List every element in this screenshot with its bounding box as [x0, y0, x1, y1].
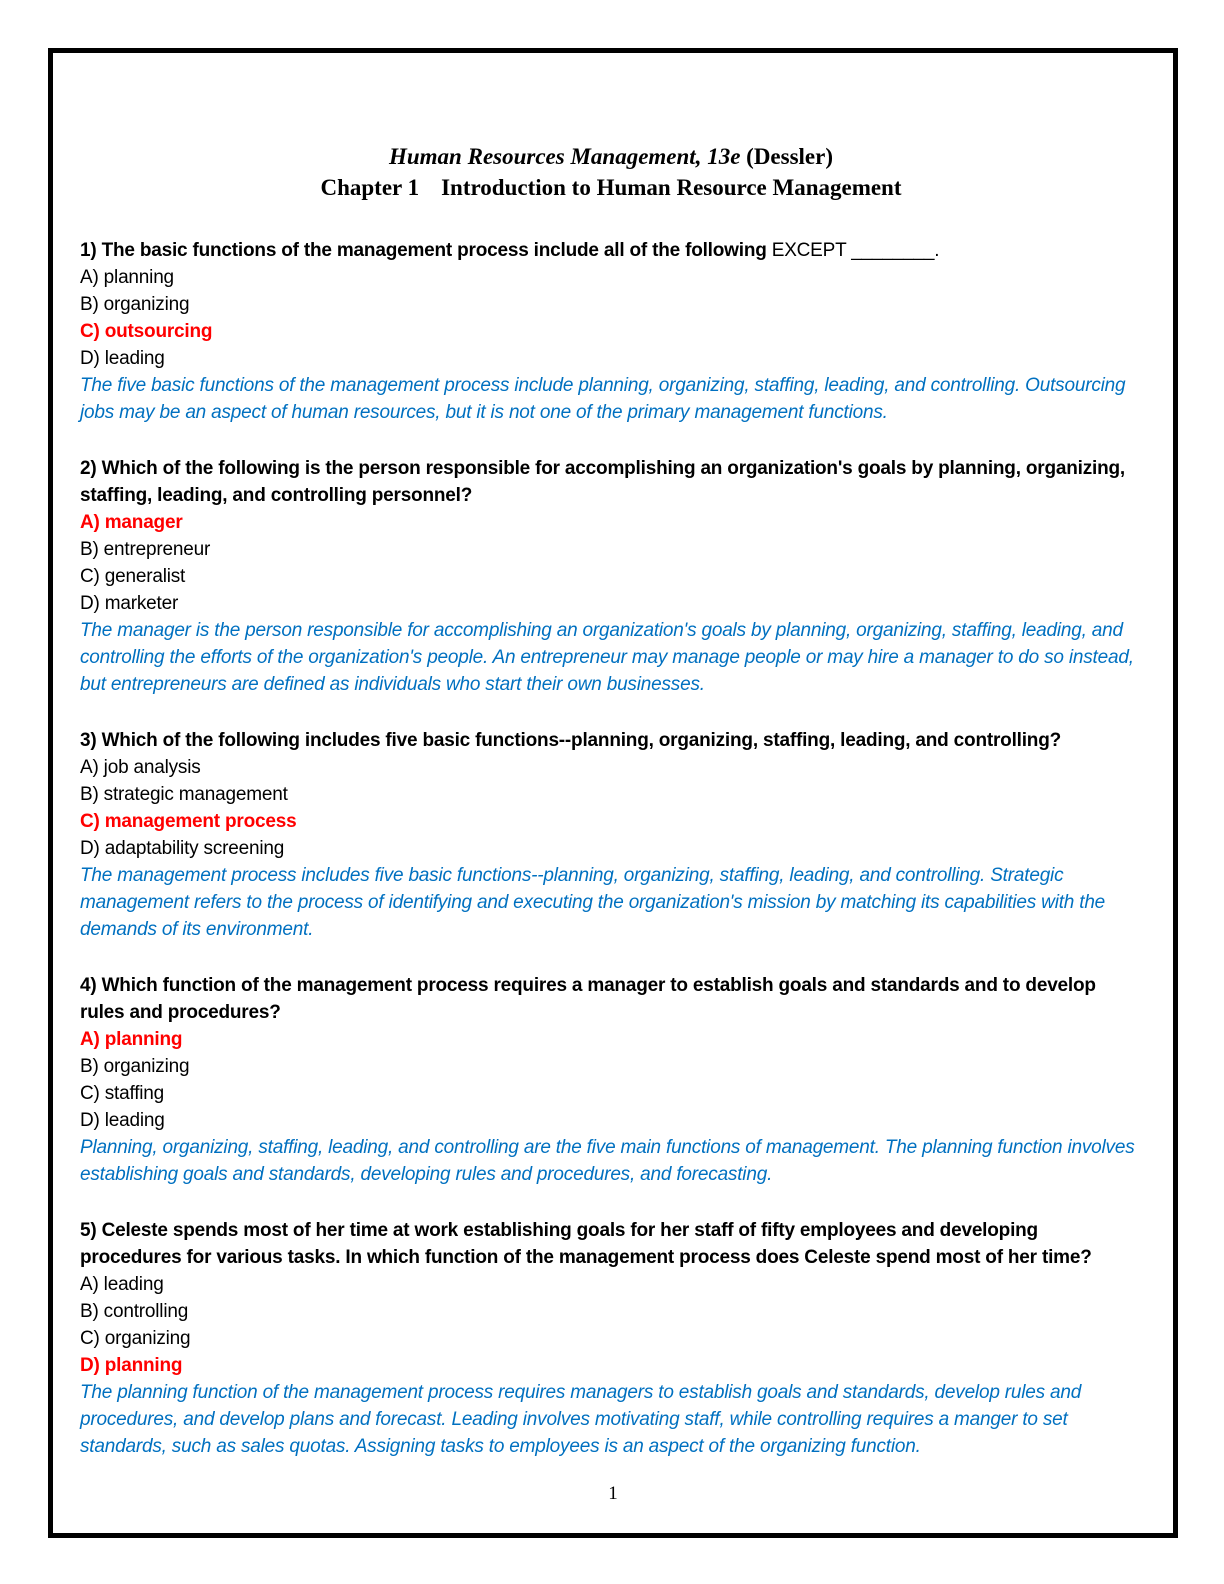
- question-text: 2) Which of the following is the person responsible for accomplishing an organization's goals by planning, organizing, staffing, leading, and controlling personnel?: [80, 458, 1125, 506]
- question-block: [80, 237, 1142, 426]
- answer-option-correct: A) manager: [80, 512, 183, 533]
- page-number: 1: [608, 1483, 618, 1504]
- question-block: [80, 455, 1142, 698]
- answer-option: B) controlling: [80, 1301, 189, 1322]
- book-title: Human Resources Management, 13e: [388, 144, 741, 169]
- answer-option: C) generalist: [80, 566, 186, 587]
- question-text: 1) The basic functions of the management process include all of the following: [80, 240, 767, 261]
- document-title: [80, 141, 1142, 172]
- answer-option: D) adaptability screening: [80, 838, 285, 859]
- answer-option: C) staffing: [80, 1083, 165, 1104]
- answer-option: B) entrepreneur: [80, 539, 211, 560]
- answer-option: A) job analysis: [80, 757, 201, 778]
- answer-explanation: The manager is the person responsible for accomplishing an organization's goals by planning, organizing, staffing, leading, and controlling the efforts of the organization's people. An entrepreneur may manage people or may hire a manager to do so instead, but entrepreneurs are defined as individuals who start their own businesses.: [80, 620, 1134, 695]
- question-text: 5) Celeste spends most of her time at work establishing goals for her staff of fifty employees and developing procedures for various tasks. In which function of the management process does Celeste spend most of her time?: [80, 1220, 1092, 1268]
- question-prompt: [80, 237, 1142, 264]
- page-border-frame: [48, 48, 1178, 1538]
- answer-option-correct: C) outsourcing: [80, 321, 213, 342]
- chapter-heading: [80, 172, 1142, 203]
- book-author: (Dessler): [740, 144, 834, 169]
- answer-option: A) leading: [80, 1274, 164, 1295]
- answer-explanation: The five basic functions of the management process include planning, organizing, staffing, leading, and controlling. Outsourcing jobs may be an aspect of human resources, but it is not one of the primary management functions.: [80, 375, 1126, 423]
- answer-option-correct: D) planning: [80, 1355, 183, 1376]
- question-block: [80, 972, 1142, 1188]
- answer-option: A) planning: [80, 267, 174, 288]
- answer-explanation: The management process includes five basic functions--planning, organizing, staffing, leading, and controlling. Strategic management refers to the process of identifying and executing the organization's mission by matching its capabilities with the demands of its environment.: [80, 865, 1106, 940]
- question-blank-text: EXCEPT ________.: [766, 240, 940, 261]
- answer-explanation: The planning function of the management process requires managers to establish goals and standards, develop rules and procedures, and develop plans and forecast. Leading involves motivating staff, while controlling requires a manger to set standards, such as sales quotas. Assigning tasks to employees is an aspect of the organizing function.: [80, 1382, 1082, 1457]
- answer-option: B) strategic management: [80, 784, 288, 805]
- question-prompt: [80, 972, 1142, 1026]
- answer-option: B) organizing: [80, 294, 190, 315]
- answer-option: C) organizing: [80, 1328, 191, 1349]
- question-prompt: [80, 455, 1142, 509]
- question-block: [80, 727, 1142, 943]
- answer-option-correct: A) planning: [80, 1029, 183, 1050]
- answer-explanation: Planning, organizing, staffing, leading, and controlling are the five main functions of management. The planning function involves establishing goals and standards, developing rules and procedures, and forecasting.: [80, 1137, 1135, 1185]
- question-list: [80, 237, 1142, 1460]
- answer-option: D) leading: [80, 1110, 165, 1131]
- chapter-title: Introduction to Human Resource Management: [441, 175, 902, 200]
- answer-option: B) organizing: [80, 1056, 190, 1077]
- answer-option: D) leading: [80, 348, 165, 369]
- question-text: 3) Which of the following includes five basic functions--planning, organizing, staffing, leading, and controlling?: [80, 730, 1062, 751]
- question-prompt: [80, 1217, 1142, 1271]
- question-block: [80, 1217, 1142, 1460]
- question-prompt: [80, 727, 1142, 754]
- document-header: [80, 141, 1142, 203]
- question-text: 4) Which function of the management process requires a manager to establish goals and standards and to develop rules and procedures?: [80, 975, 1096, 1023]
- document-content: [80, 141, 1142, 1460]
- answer-option: D) marketer: [80, 593, 179, 614]
- chapter-label: Chapter 1: [320, 175, 420, 200]
- answer-option-correct: C) management process: [80, 811, 297, 832]
